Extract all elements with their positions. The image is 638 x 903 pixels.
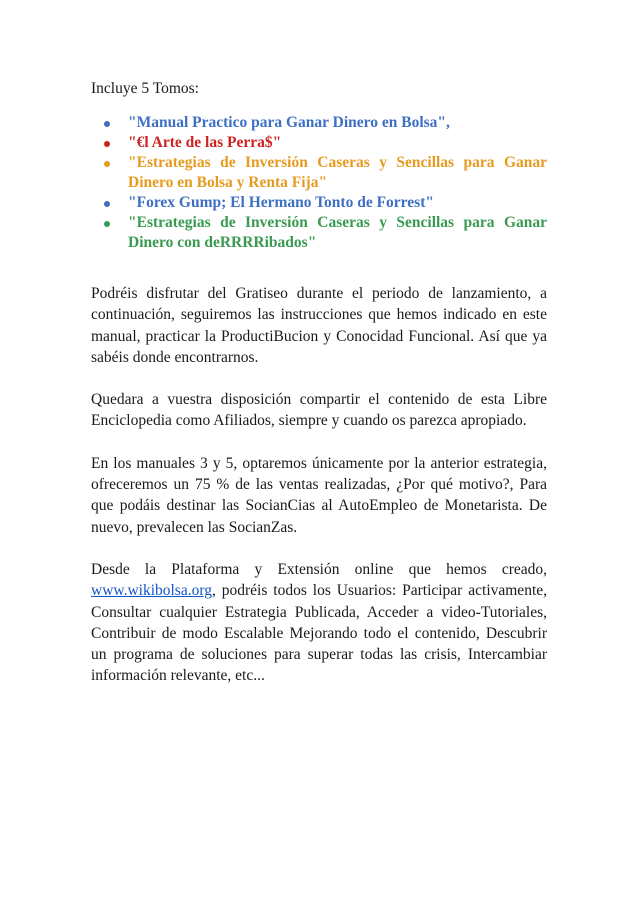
bullet-icon [104,121,110,127]
tomo-title: "€l Arte de las Perra$" [128,134,282,151]
tomo-title: "Estrategias de Inversión Caseras y Sencillas para Ganar Dinero en Bolsa y Renta Fija" [128,154,547,191]
bullet-icon [104,201,110,207]
wikibolsa-link[interactable]: www.wikibolsa.org [91,582,212,600]
tomo-item [91,193,547,213]
bullet-icon [104,221,110,227]
intro-text: Incluye 5 Tomos: [91,80,199,97]
tomo-item [91,213,547,253]
tomo-item [91,153,547,193]
tomos-list [91,113,547,253]
tomo-title: "Manual Practico para Ganar Dinero en Bolsa", [128,114,450,131]
paragraph-gratiseo: Podréis disfrutar del Gratiseo durante el periodo de lanzamiento, a continuación, seguiremos las instrucciones que hemos indicado en este manual, practicar la ProductiBucion y Conocidad Funcional. Así que ya sabéis donde encontrarnos. [91,285,547,366]
tomo-item [91,133,547,153]
paragraph-plataforma [91,559,547,687]
bullet-icon [104,141,110,147]
document-page [91,78,547,708]
tomo-title: "Forex Gump; El Hermano Tonto de Forrest" [128,194,434,211]
paragraph-afiliados: Quedara a vuestra disposición compartir el contenido de esta Libre Enciclopedia como Afiliados, siempre y cuando os parezca apropiado. [91,391,547,430]
tomo-title: "Estrategias de Inversión Caseras y Sencillas para Ganar Dinero con deRRRRibados" [128,214,547,251]
plataforma-text-start: Desde la Plataforma y Extensión online que hemos creado, [91,560,547,578]
plataforma-text-end: , podréis todos los Usuarios: Participar activamente, Consultar cualquier Estrategia Publicada, Acceder a video-Tutoriales, Contribuir de modo Escalable Mejorando todo el contenido, Descubrir un programa de soluciones para superar todas las crisis, Intercambiar información relevante, etc... [91,582,547,685]
paragraph-manuales: En los manuales 3 y 5, optaremos únicamente por la anterior estrategia, ofreceremos un 75 % de las ventas realizadas, ¿Por qué motivo?, Para que podáis destinar las SocianCias al AutoEmpleo de Monetarista. De nuevo, prevalecen las SocianZas. [91,454,547,536]
bullet-icon [104,161,110,167]
tomo-item [91,113,547,133]
